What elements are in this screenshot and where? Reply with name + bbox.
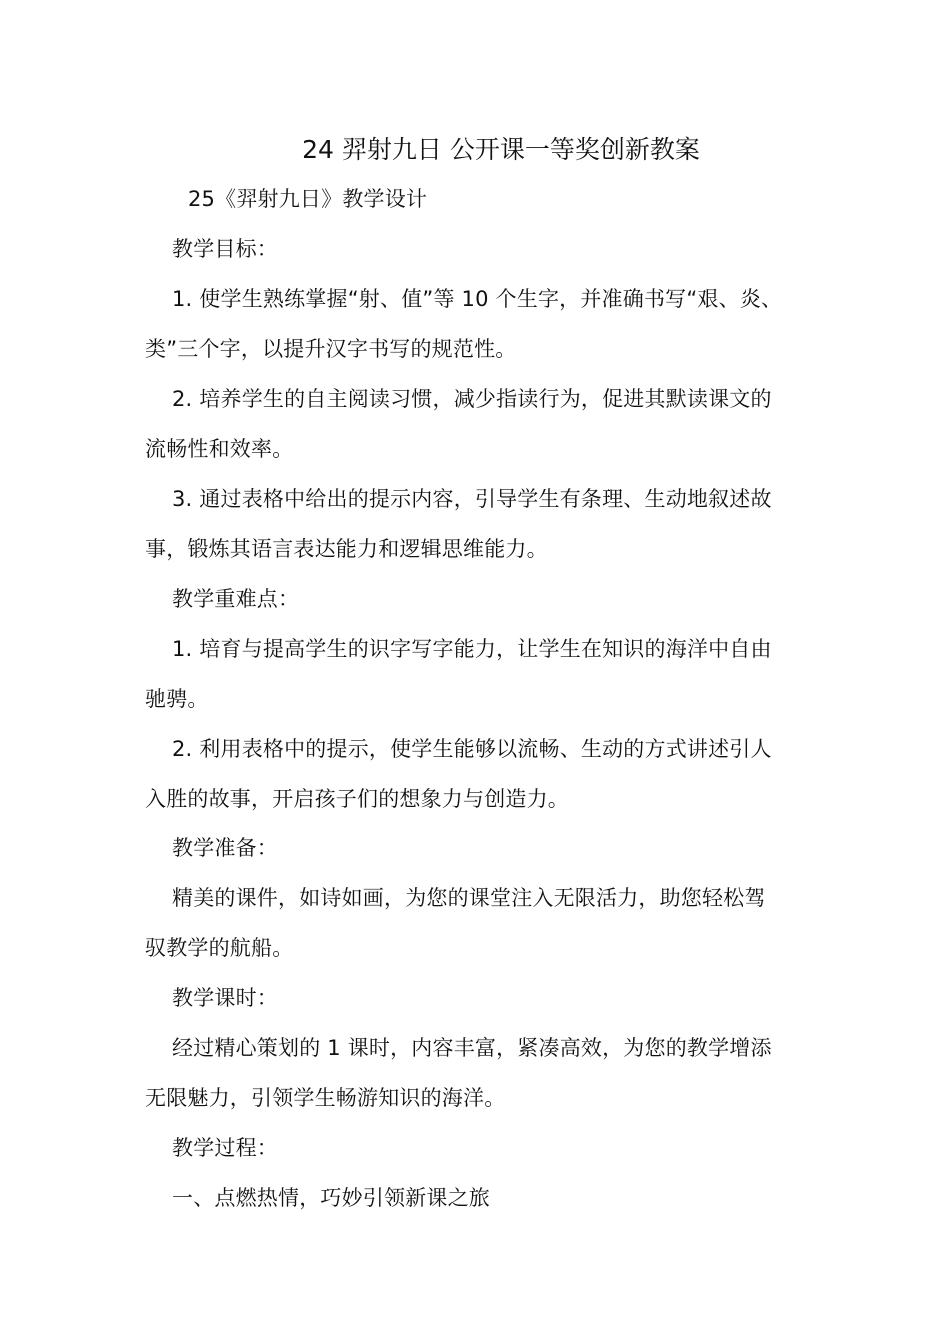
document-title: 24 羿射九日 公开课一等奖创新教案 <box>302 135 700 164</box>
preparation-line-2: 驭教学的航船。 <box>145 936 294 960</box>
key-points-item-1-line-1: 1. 培育与提高学生的识字写字能力，让学生在知识的海洋中自由 <box>172 637 772 661</box>
hours-line-1: 经过精心策划的 1 课时，内容丰富，紧凑高效，为您的教学增添 <box>172 1036 772 1060</box>
objectives-item-2-line-1: 2. 培养学生的自主阅读习惯，减少指读行为，促进其默读课文的 <box>172 387 772 411</box>
key-points-heading: 教学重难点： <box>172 587 300 611</box>
objectives-item-2-line-2: 流畅性和效率。 <box>145 437 294 461</box>
hours-line-2: 无限魅力，引领学生畅游知识的海洋。 <box>145 1086 506 1110</box>
process-step-1: 一、点燃热情，巧妙引领新课之旅 <box>172 1186 490 1210</box>
preparation-line-1: 精美的课件，如诗如画，为您的课堂注入无限活力，助您轻松驾 <box>172 886 766 910</box>
key-points-item-2-line-2: 入胜的故事，开启孩子们的想象力与创造力。 <box>145 787 569 811</box>
key-points-item-2-line-1: 2. 利用表格中的提示，使学生能够以流畅、生动的方式讲述引人 <box>172 737 772 761</box>
hours-heading: 教学课时： <box>172 986 278 1010</box>
objectives-item-3-line-1: 3. 通过表格中给出的提示内容，引导学生有条理、生动地叙述故 <box>172 487 772 511</box>
objectives-heading: 教学目标： <box>172 237 278 261</box>
process-heading: 教学过程： <box>172 1136 278 1160</box>
objectives-item-3-line-2: 事，锻炼其语言表达能力和逻辑思维能力。 <box>145 537 548 561</box>
preparation-heading: 教学准备： <box>172 836 278 860</box>
objectives-item-1-line-2: 类”三个字，以提升汉字书写的规范性。 <box>145 337 517 361</box>
document-subtitle: 25《羿射九日》教学设计 <box>188 187 428 211</box>
objectives-item-1-line-1: 1. 使学生熟练掌握“射、值”等 10 个生字，并准确书写“艰、炎、 <box>172 287 783 311</box>
key-points-item-1-line-2: 驰骋。 <box>145 687 209 711</box>
